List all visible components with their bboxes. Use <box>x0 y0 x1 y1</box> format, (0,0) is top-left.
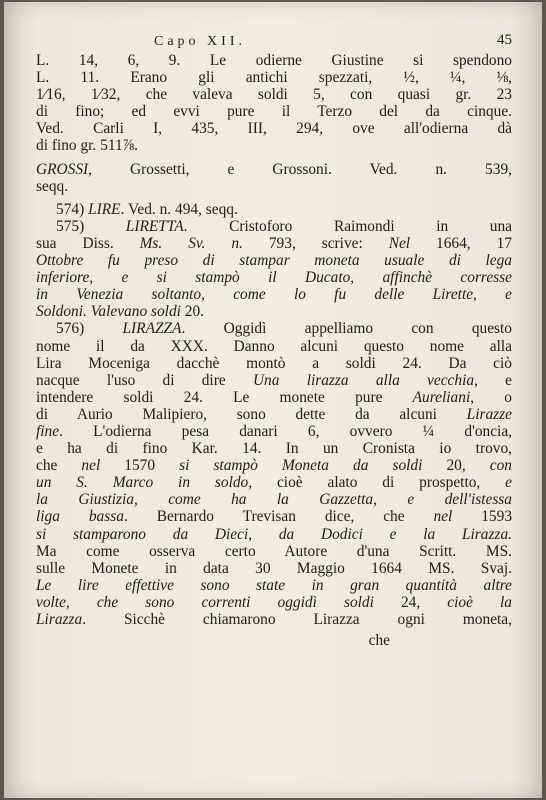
entry-heading: LIRE <box>88 200 121 218</box>
text-line: la Giustizia, come ha la Gazzetta, e dell'istessa <box>36 491 512 509</box>
text-line: sua Diss. Ms. Sv. n. 793, scrive: Nel 1664, 17 <box>36 234 512 252</box>
text-line: Ved. Carli I, 435, III, 294, ove all'odierna dà <box>36 120 512 138</box>
text-line: Ma come osserva certo Autore d'una Scritt. MS. <box>36 542 512 560</box>
text-line: liga bassa. Bernardo Trevisan dice, che nel 1593 <box>36 508 513 526</box>
text-line: Le lire effettive sono state in gran quantità altre <box>36 576 512 594</box>
page-text <box>36 32 512 649</box>
text-line: nome il da XXX. Danno alcuni questo nome alla <box>36 337 512 355</box>
page-header <box>36 32 512 52</box>
entry-576: 576) LIRAZZA. Oggidì appelliamo con questo <box>56 320 513 338</box>
text-line: un S. Marco in soldo, cioè alato di prospetto, e <box>36 474 512 492</box>
catchword: che <box>368 632 390 650</box>
text-line: volte, che sono correnti oggidì soldi 24, cioè la <box>36 593 512 611</box>
text-line: Lirazza. Sicchè chiamarono Lirazza ogni moneta, <box>36 611 512 628</box>
text-line: di Aurio Malipiero, sono dette da alcuni Lirazze <box>36 405 512 423</box>
text-line: 1⁄16, 1⁄32, che valeva soldi 5, con quasi gr. 23 <box>36 86 512 104</box>
text-line: e ha di fino Kar. 14. In un Cronista io trovo, <box>36 440 512 458</box>
text-line: fine. L'odierna pesa danari 6, ovvero ¼ d'oncia, <box>36 422 512 440</box>
text-line: seqq. <box>36 177 69 195</box>
running-title: Capo XII. <box>154 34 246 49</box>
text-line: L. 14, 6, 9. Le odierne Giustine si spendono <box>36 52 512 69</box>
text-line: Lira Moceniga dacchè montò a soldi 24. Da ciò <box>36 354 512 372</box>
text-line: L. 11. Erano gli antichi spezzati, ½, ¼, ⅛, <box>36 69 512 87</box>
text-line: nacque l'uso di dire Una lirazza alla vecchia, e <box>36 371 512 389</box>
book-page <box>4 2 542 798</box>
text-line: sulle Monete in data 30 Maggio 1664 MS. Svaj. <box>36 559 512 577</box>
text-line: si stamparono da Dieci, da Dodici e la Lirazza. <box>36 525 512 543</box>
text-line: Ottobre fu preso di stampar moneta usuale di lega <box>36 252 512 270</box>
text-line: di fino; ed evvi pure il Terzo del da cinque. <box>36 103 512 121</box>
entry-575: 575) LIRETTA. Cristoforo Raimondi in una <box>56 217 513 235</box>
text-line: intendere soldi 24. Le monete pure Aureliani, o <box>36 388 512 406</box>
entry-grossi: GROSSI, Grossetti, e Grossoni. Ved. n. 539, <box>36 160 512 178</box>
entry-heading: GROSSI <box>36 160 89 178</box>
entry-heading: LIRETTA <box>125 217 184 235</box>
entry-heading: LIRAZZA <box>122 320 182 338</box>
text-line: che nel 1570 si stampò Moneta da soldi 20, con <box>36 457 512 475</box>
text-line: Soldoni. Valevano soldi 20. <box>36 303 205 321</box>
text-line: in Venezia soltanto, come lo fu delle Lirette, e <box>36 286 512 304</box>
entry-574: 574) LIRE. Ved. n. 494, seqq. <box>56 200 238 218</box>
text-line: di fino gr. 511⅞. <box>36 137 139 155</box>
text-line: inferiore, e si stampò il Ducato, affinchè corresse <box>36 269 512 287</box>
page-number: 45 <box>497 32 512 48</box>
